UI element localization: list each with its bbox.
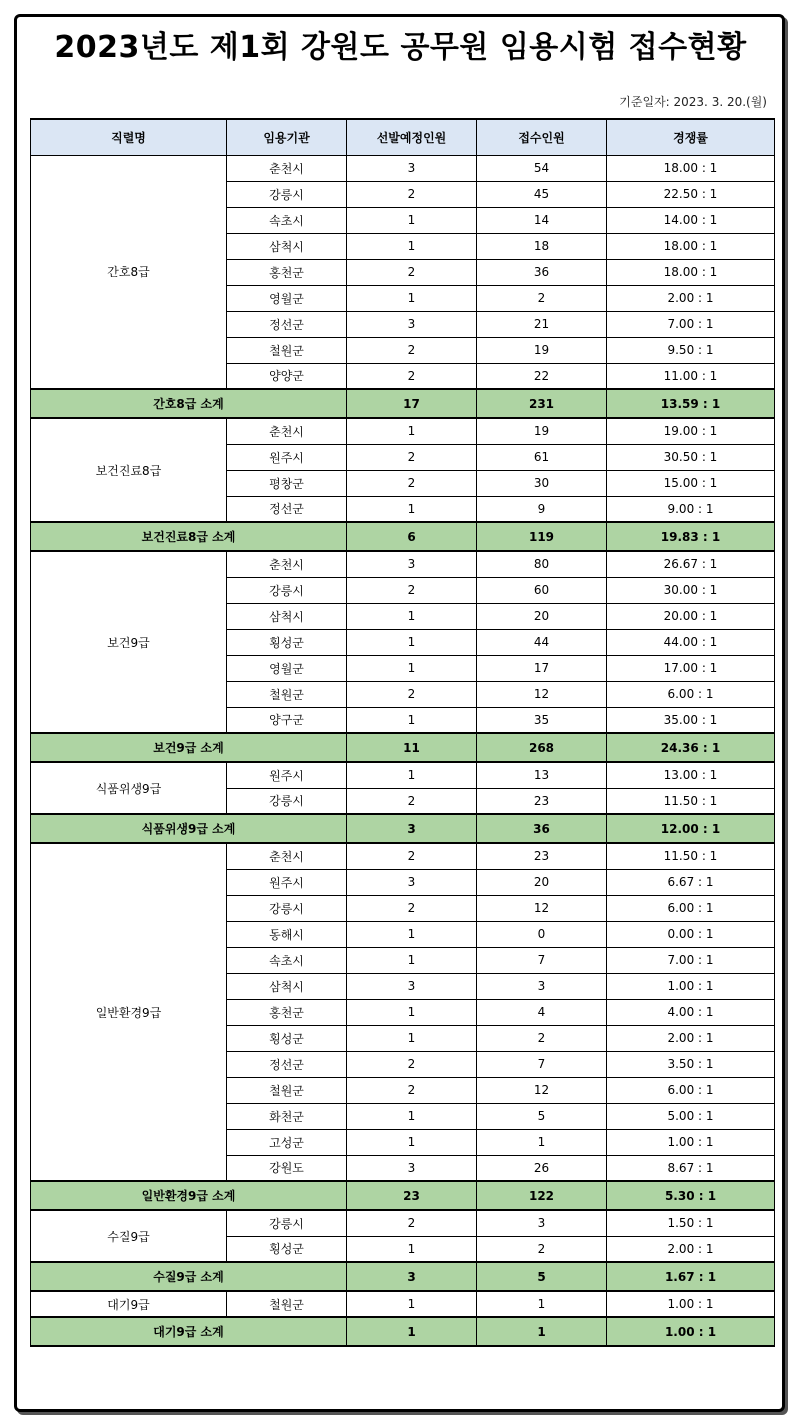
subtotal-label: 일반환경9급 소계 <box>31 1181 347 1210</box>
competition-rate-cell: 7.00 : 1 <box>607 947 775 973</box>
applicants-cell: 26 <box>477 1155 607 1181</box>
header-applicants: 접수인원 <box>477 119 607 155</box>
applicants-cell: 17 <box>477 655 607 681</box>
table-row <box>31 762 775 788</box>
agency-cell: 홍천군 <box>227 999 347 1025</box>
competition-rate-cell: 22.50 : 1 <box>607 181 775 207</box>
agency-cell: 원주시 <box>227 444 347 470</box>
planned-hires-cell: 1 <box>347 707 477 733</box>
planned-hires-cell: 1 <box>347 921 477 947</box>
subtotal-applicants: 119 <box>477 522 607 551</box>
planned-hires-cell: 3 <box>347 869 477 895</box>
applicants-cell: 20 <box>477 869 607 895</box>
applicants-cell: 1 <box>477 1291 607 1317</box>
table-row <box>31 551 775 577</box>
planned-hires-cell: 1 <box>347 418 477 444</box>
competition-rate-cell: 2.00 : 1 <box>607 1236 775 1262</box>
competition-rate-cell: 30.00 : 1 <box>607 577 775 603</box>
planned-hires-cell: 1 <box>347 947 477 973</box>
table-row <box>31 843 775 869</box>
competition-rate-cell: 26.67 : 1 <box>607 551 775 577</box>
competition-rate-cell: 19.00 : 1 <box>607 418 775 444</box>
competition-rate-cell: 20.00 : 1 <box>607 603 775 629</box>
applicants-cell: 80 <box>477 551 607 577</box>
subtotal-planned-hires: 6 <box>347 522 477 551</box>
subtotal-competition-rate: 1.00 : 1 <box>607 1317 775 1346</box>
applicants-cell: 61 <box>477 444 607 470</box>
table-row <box>31 1291 775 1317</box>
planned-hires-cell: 3 <box>347 155 477 181</box>
job-series-cell: 대기9급 <box>31 1291 227 1317</box>
subtotal-row <box>31 1181 775 1210</box>
planned-hires-cell: 2 <box>347 363 477 389</box>
agency-cell: 화천군 <box>227 1103 347 1129</box>
planned-hires-cell: 2 <box>347 843 477 869</box>
competition-rate-cell: 11.00 : 1 <box>607 363 775 389</box>
agency-cell: 동해시 <box>227 921 347 947</box>
applicants-cell: 19 <box>477 337 607 363</box>
agency-cell: 양양군 <box>227 363 347 389</box>
agency-cell: 영월군 <box>227 285 347 311</box>
planned-hires-cell: 2 <box>347 259 477 285</box>
subtotal-row <box>31 814 775 843</box>
applicants-cell: 12 <box>477 895 607 921</box>
job-series-cell: 간호8급 <box>31 155 227 389</box>
competition-rate-cell: 30.50 : 1 <box>607 444 775 470</box>
applicants-cell: 23 <box>477 788 607 814</box>
applicants-cell: 13 <box>477 762 607 788</box>
planned-hires-cell: 2 <box>347 1210 477 1236</box>
agency-cell: 횡성군 <box>227 629 347 655</box>
applicants-cell: 9 <box>477 496 607 522</box>
planned-hires-cell: 1 <box>347 1291 477 1317</box>
job-series-cell: 식품위생9급 <box>31 762 227 814</box>
subtotal-label: 식품위생9급 소계 <box>31 814 347 843</box>
job-series-cell: 보건9급 <box>31 551 227 733</box>
applicants-cell: 7 <box>477 947 607 973</box>
planned-hires-cell: 1 <box>347 233 477 259</box>
agency-cell: 양구군 <box>227 707 347 733</box>
subtotal-applicants: 231 <box>477 389 607 418</box>
competition-rate-cell: 8.67 : 1 <box>607 1155 775 1181</box>
competition-rate-cell: 1.00 : 1 <box>607 1291 775 1317</box>
header-job-series: 직렬명 <box>31 119 227 155</box>
applicants-cell: 21 <box>477 311 607 337</box>
competition-rate-cell: 35.00 : 1 <box>607 707 775 733</box>
subtotal-row <box>31 1317 775 1346</box>
competition-rate-cell: 13.00 : 1 <box>607 762 775 788</box>
competition-rate-cell: 0.00 : 1 <box>607 921 775 947</box>
competition-rate-cell: 17.00 : 1 <box>607 655 775 681</box>
competition-rate-cell: 4.00 : 1 <box>607 999 775 1025</box>
planned-hires-cell: 1 <box>347 207 477 233</box>
subtotal-planned-hires: 3 <box>347 1262 477 1291</box>
planned-hires-cell: 2 <box>347 444 477 470</box>
subtotal-planned-hires: 3 <box>347 814 477 843</box>
planned-hires-cell: 1 <box>347 629 477 655</box>
header-agency: 임용기관 <box>227 119 347 155</box>
agency-cell: 삼척시 <box>227 973 347 999</box>
agency-cell: 강릉시 <box>227 895 347 921</box>
agency-cell: 평창군 <box>227 470 347 496</box>
table-row <box>31 155 775 181</box>
agency-cell: 고성군 <box>227 1129 347 1155</box>
planned-hires-cell: 3 <box>347 311 477 337</box>
applicants-cell: 0 <box>477 921 607 947</box>
agency-cell: 철원군 <box>227 1077 347 1103</box>
planned-hires-cell: 2 <box>347 181 477 207</box>
subtotal-row <box>31 389 775 418</box>
agency-cell: 강릉시 <box>227 788 347 814</box>
planned-hires-cell: 1 <box>347 1129 477 1155</box>
competition-rate-cell: 14.00 : 1 <box>607 207 775 233</box>
competition-rate-cell: 6.00 : 1 <box>607 1077 775 1103</box>
subtotal-applicants: 122 <box>477 1181 607 1210</box>
applicants-cell: 36 <box>477 259 607 285</box>
agency-cell: 정선군 <box>227 1051 347 1077</box>
subtotal-competition-rate: 1.67 : 1 <box>607 1262 775 1291</box>
job-series-cell: 수질9급 <box>31 1210 227 1262</box>
competition-rate-cell: 2.00 : 1 <box>607 285 775 311</box>
competition-rate-cell: 44.00 : 1 <box>607 629 775 655</box>
applicants-cell: 20 <box>477 603 607 629</box>
subtotal-row <box>31 733 775 762</box>
applicants-cell: 2 <box>477 1236 607 1262</box>
planned-hires-cell: 1 <box>347 285 477 311</box>
planned-hires-cell: 1 <box>347 1103 477 1129</box>
applicants-cell: 22 <box>477 363 607 389</box>
applicants-cell: 3 <box>477 1210 607 1236</box>
planned-hires-cell: 1 <box>347 1025 477 1051</box>
applicants-cell: 14 <box>477 207 607 233</box>
competition-rate-cell: 11.50 : 1 <box>607 843 775 869</box>
planned-hires-cell: 2 <box>347 788 477 814</box>
applicants-cell: 3 <box>477 973 607 999</box>
table-row <box>31 418 775 444</box>
agency-cell: 철원군 <box>227 681 347 707</box>
subtotal-row <box>31 522 775 551</box>
subtotal-label: 보건9급 소계 <box>31 733 347 762</box>
agency-cell: 춘천시 <box>227 155 347 181</box>
competition-rate-cell: 5.00 : 1 <box>607 1103 775 1129</box>
planned-hires-cell: 3 <box>347 551 477 577</box>
subtotal-applicants: 36 <box>477 814 607 843</box>
applicants-cell: 30 <box>477 470 607 496</box>
applicants-cell: 18 <box>477 233 607 259</box>
subtotal-applicants: 268 <box>477 733 607 762</box>
agency-cell: 홍천군 <box>227 259 347 285</box>
applicants-cell: 23 <box>477 843 607 869</box>
table-row <box>31 1210 775 1236</box>
agency-cell: 춘천시 <box>227 843 347 869</box>
subtotal-competition-rate: 24.36 : 1 <box>607 733 775 762</box>
agency-cell: 영월군 <box>227 655 347 681</box>
agency-cell: 강릉시 <box>227 577 347 603</box>
competition-rate-cell: 6.00 : 1 <box>607 895 775 921</box>
agency-cell: 횡성군 <box>227 1025 347 1051</box>
applicants-cell: 2 <box>477 285 607 311</box>
applicants-cell: 1 <box>477 1129 607 1155</box>
applicants-cell: 45 <box>477 181 607 207</box>
planned-hires-cell: 3 <box>347 1155 477 1181</box>
subtotal-applicants: 1 <box>477 1317 607 1346</box>
subtotal-planned-hires: 1 <box>347 1317 477 1346</box>
job-series-cell: 일반환경9급 <box>31 843 227 1181</box>
planned-hires-cell: 1 <box>347 762 477 788</box>
subtotal-planned-hires: 17 <box>347 389 477 418</box>
planned-hires-cell: 2 <box>347 895 477 921</box>
applicants-cell: 5 <box>477 1103 607 1129</box>
competition-rate-cell: 11.50 : 1 <box>607 788 775 814</box>
agency-cell: 강원도 <box>227 1155 347 1181</box>
header-competition-rate: 경쟁률 <box>607 119 775 155</box>
subtotal-planned-hires: 11 <box>347 733 477 762</box>
agency-cell: 정선군 <box>227 311 347 337</box>
applicants-cell: 44 <box>477 629 607 655</box>
agency-cell: 철원군 <box>227 1291 347 1317</box>
subtotal-competition-rate: 12.00 : 1 <box>607 814 775 843</box>
planned-hires-cell: 2 <box>347 681 477 707</box>
agency-cell: 삼척시 <box>227 233 347 259</box>
planned-hires-cell: 1 <box>347 1236 477 1262</box>
competition-rate-cell: 18.00 : 1 <box>607 259 775 285</box>
agency-cell: 정선군 <box>227 496 347 522</box>
application-status-table <box>30 118 775 1347</box>
agency-cell: 강릉시 <box>227 181 347 207</box>
applicants-cell: 4 <box>477 999 607 1025</box>
competition-rate-cell: 6.00 : 1 <box>607 681 775 707</box>
competition-rate-cell: 3.50 : 1 <box>607 1051 775 1077</box>
agency-cell: 속초시 <box>227 947 347 973</box>
agency-cell: 철원군 <box>227 337 347 363</box>
planned-hires-cell: 2 <box>347 337 477 363</box>
planned-hires-cell: 2 <box>347 577 477 603</box>
agency-cell: 원주시 <box>227 762 347 788</box>
agency-cell: 춘천시 <box>227 418 347 444</box>
applicants-cell: 60 <box>477 577 607 603</box>
subtotal-competition-rate: 19.83 : 1 <box>607 522 775 551</box>
competition-rate-cell: 9.00 : 1 <box>607 496 775 522</box>
agency-cell: 춘천시 <box>227 551 347 577</box>
table-body <box>31 155 775 1346</box>
agency-cell: 원주시 <box>227 869 347 895</box>
planned-hires-cell: 2 <box>347 1051 477 1077</box>
applicants-cell: 12 <box>477 1077 607 1103</box>
planned-hires-cell: 1 <box>347 655 477 681</box>
header-planned-hires: 선발예정인원 <box>347 119 477 155</box>
competition-rate-cell: 1.50 : 1 <box>607 1210 775 1236</box>
job-series-cell: 보건진료8급 <box>31 418 227 522</box>
subtotal-competition-rate: 13.59 : 1 <box>607 389 775 418</box>
agency-cell: 강릉시 <box>227 1210 347 1236</box>
applicants-cell: 12 <box>477 681 607 707</box>
applicants-cell: 19 <box>477 418 607 444</box>
applicants-cell: 7 <box>477 1051 607 1077</box>
subtotal-planned-hires: 23 <box>347 1181 477 1210</box>
competition-rate-cell: 1.00 : 1 <box>607 1129 775 1155</box>
planned-hires-cell: 1 <box>347 603 477 629</box>
subtotal-competition-rate: 5.30 : 1 <box>607 1181 775 1210</box>
competition-rate-cell: 7.00 : 1 <box>607 311 775 337</box>
applicants-cell: 35 <box>477 707 607 733</box>
subtotal-row <box>31 1262 775 1291</box>
subtotal-applicants: 5 <box>477 1262 607 1291</box>
subtotal-label: 간호8급 소계 <box>31 389 347 418</box>
applicants-cell: 54 <box>477 155 607 181</box>
planned-hires-cell: 2 <box>347 1077 477 1103</box>
planned-hires-cell: 2 <box>347 470 477 496</box>
applicants-cell: 2 <box>477 1025 607 1051</box>
subtotal-label: 대기9급 소계 <box>31 1317 347 1346</box>
competition-rate-cell: 6.67 : 1 <box>607 869 775 895</box>
competition-rate-cell: 1.00 : 1 <box>607 973 775 999</box>
competition-rate-cell: 2.00 : 1 <box>607 1025 775 1051</box>
planned-hires-cell: 1 <box>347 999 477 1025</box>
table-header-row <box>31 119 775 155</box>
competition-rate-cell: 9.50 : 1 <box>607 337 775 363</box>
planned-hires-cell: 3 <box>347 973 477 999</box>
planned-hires-cell: 1 <box>347 496 477 522</box>
competition-rate-cell: 15.00 : 1 <box>607 470 775 496</box>
agency-cell: 속초시 <box>227 207 347 233</box>
subtotal-label: 보건진료8급 소계 <box>31 522 347 551</box>
subtotal-label: 수질9급 소계 <box>31 1262 347 1291</box>
agency-cell: 삼척시 <box>227 603 347 629</box>
competition-rate-cell: 18.00 : 1 <box>607 155 775 181</box>
page-title: 2023년도 제1회 강원도 공무원 임용시험 접수현황 <box>54 30 747 65</box>
agency-cell: 횡성군 <box>227 1236 347 1262</box>
competition-rate-cell: 18.00 : 1 <box>607 233 775 259</box>
reference-date: 기준일자: 2023. 3. 20.(월) <box>619 95 767 109</box>
